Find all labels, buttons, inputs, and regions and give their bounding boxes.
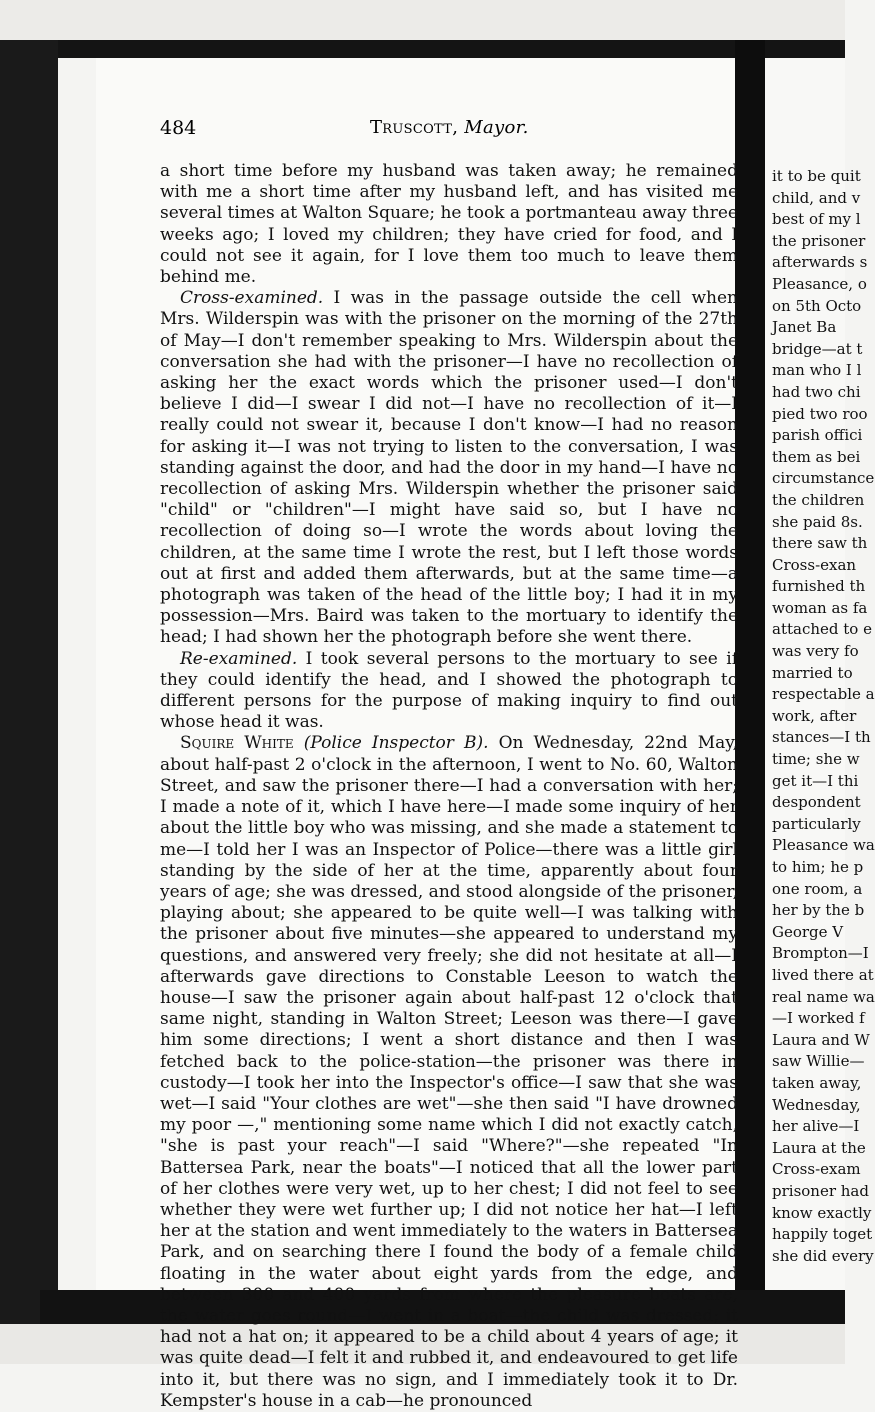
right-page-line: her by the b bbox=[772, 901, 865, 920]
right-page-line: Laura at the bbox=[772, 1138, 866, 1157]
section-label: Re-examined. bbox=[180, 648, 298, 669]
right-page-line: Cross-exam bbox=[772, 1160, 861, 1179]
witness-role: (Police Inspector B). bbox=[303, 733, 489, 754]
right-page-line: her alive—I bbox=[772, 1117, 860, 1136]
right-page-line: —I worked f bbox=[772, 1009, 865, 1028]
right-page-line: Laura and W bbox=[772, 1030, 870, 1049]
right-page-line: the children bbox=[772, 490, 865, 509]
right-page-line: on 5th Octo bbox=[772, 296, 862, 315]
page-header bbox=[160, 117, 720, 145]
right-page-line: was very fo bbox=[772, 642, 859, 661]
right-page-line: Pleasance, o bbox=[772, 274, 867, 293]
paragraph-cross-examined bbox=[160, 288, 738, 648]
top-scan-margin bbox=[0, 0, 845, 40]
paragraph-witness-testimony bbox=[160, 733, 738, 1412]
section-label: Cross-examined. bbox=[180, 288, 324, 309]
right-page-line: particularly bbox=[772, 814, 861, 833]
right-page-line: had two chi bbox=[772, 382, 861, 401]
right-page-line: best of my l bbox=[772, 210, 861, 229]
paragraph-text: On Wednesday, 22nd May, about half-past 2 o'clock in the afternoon, I went to No. 60, Walton Street, and saw the prisoner there—I had a conversation with her; I made a note of it, which I have here—I made some inquiry of her about the little boy who was missing, and she made a statement to me—I told her I was an Inspector of Police—there was a little girl standing by the side of her at the time, apparently about four years of age; she was dressed, and stood alongside of the prisoner, playing about; she appeared to be quite well—I was talking with the prisoner about five minutes—she appeared to understand my questions, and answered very freely; she did not hesitate at all—I afterwards gave directions to Constable Leeson to watch the house—I saw the prisoner again about half-past 12 o'clock that same night, standing in Walton Street; Leeson was there—I gave him some directions; I went a short distance and then I was fetched back to the police-station—the prisoner was there in custody—I took her into the Inspector's office—I saw that she was wet—I said "Your clothes are wet"—she then said "I have drowned my poor —," mentioning some name which I did not exactly catch, "she is past your reach"—I said "Where?"—she repeated "In Battersea Park, near the boats"—I noticed that all the lower part of her clothes were very wet, up to her chest; I did not feel to see whether they were wet further up; I did not notice her hat—I left her at the station and went immediately to the waters in Battersea Park, and on searching there I found the body of a female child floating in the water about eight yards from the edge, and between 300 and 400 yards from where the pleasure boats are, the water goes round—I went in a boat—the child was dressed; it had not a hat on; it appeared to be a child about 4 years of age; it was quite dead—I felt it and rubbed it, and endeavoured to get life into it, but there was no sign, and I immediately took it to Dr. Kempster's house in a cab—he pronounced bbox=[160, 733, 738, 1411]
book-edge-left bbox=[0, 40, 58, 1325]
right-page-line: George V bbox=[772, 922, 844, 941]
right-page-line: man who I l bbox=[772, 361, 862, 380]
running-head-title: Mayor. bbox=[464, 117, 529, 138]
right-page-line: afterwards s bbox=[772, 253, 868, 272]
right-page-line: bridge—at t bbox=[772, 339, 863, 358]
right-page-line: prisoner had bbox=[772, 1181, 869, 1200]
right-page-line: child, and v bbox=[772, 188, 861, 207]
right-page-line: time; she w bbox=[772, 750, 860, 769]
right-page-line: there saw th bbox=[772, 534, 868, 553]
right-page-line: despondent bbox=[772, 793, 861, 812]
right-page-line: real name wa bbox=[772, 987, 875, 1006]
running-head bbox=[370, 117, 529, 138]
right-page-line: get it—I thi bbox=[772, 771, 859, 790]
right-page-line: saw Willie— bbox=[772, 1052, 865, 1071]
right-page-line: know exactly bbox=[772, 1203, 872, 1222]
right-page-line: Janet Ba bbox=[772, 318, 837, 337]
right-page-line: one room, a bbox=[772, 879, 863, 898]
right-page-line: circumstance bbox=[772, 469, 875, 488]
right-page-line: Wednesday, bbox=[772, 1095, 861, 1114]
right-page-line: woman as fa bbox=[772, 598, 868, 617]
book-gutter bbox=[735, 40, 765, 1290]
paragraph-continuation: a short time before my husband was taken away; he remained with me a short time after my husband left, and has visited me several times at Walton Square; he took a portmanteau away three weeks ago; I loved my children; they have cried for food, and I could not see it again, for I love them too much to leave them behind me. bbox=[160, 161, 738, 288]
right-page-line: she paid 8s. bbox=[772, 512, 863, 531]
book-edge-top bbox=[58, 40, 845, 58]
right-page-line: it to be quit bbox=[772, 167, 861, 185]
paragraph-text: I was in the passage outside the cell when Mrs. Wilderspin was with the prisoner on the morning of the 27th of May—I don't remember speaking to Mrs. Wilderspin about the conversation she had with the prisoner—I have no recollection of asking her the exact words which the prisoner used—I don't believe I did—I swear I did not—I have no recollection of it—I really could not swear it, because I don't know—I had no reason for asking it—I was not trying to listen to the conversation, I was standing against the door, and had the door in my hand—I have no recollection of asking Mrs. Wilderspin whether the prisoner said "child" or "children"—I might have said so, but I have no recollection of doing so—I wrote the words about loving the children, at the same time I wrote the rest, but I left those words out at first and added them afterwards, but at the same time—a photograph was taken of the head of the little boy; I had it in my possession—Mrs. Baird was taken to the mortuary to identify the head; I had shown her the photograph before she went there. bbox=[160, 288, 738, 648]
right-page-line: happily toget bbox=[772, 1225, 873, 1244]
right-page-line: respectable a bbox=[772, 685, 875, 704]
page-number: 484 bbox=[160, 117, 197, 139]
right-page-line: furnished th bbox=[772, 577, 866, 596]
page-body bbox=[160, 161, 738, 1412]
paragraph-text: I took several persons to the mortuary to see if they could identify the head, and I showed the photograph to different persons for the purpose of making inquiry to find out whose head it was. bbox=[160, 648, 738, 733]
right-page-line: to him; he p bbox=[772, 858, 864, 876]
right-page-line: pied two roo bbox=[772, 404, 868, 423]
paragraph-re-examined bbox=[160, 649, 738, 734]
right-page-line: married to bbox=[772, 663, 853, 682]
right-page-line: Cross-exan bbox=[772, 555, 857, 574]
right-page-line: work, after bbox=[772, 706, 857, 725]
right-page-text bbox=[772, 166, 875, 1267]
right-page-line: lived there at bbox=[772, 965, 874, 984]
right-page-line: stances—I th bbox=[772, 728, 871, 747]
right-page-line: the prisoner bbox=[772, 231, 866, 250]
right-page-line: parish offici bbox=[772, 426, 863, 445]
witness-name: Squire White bbox=[180, 733, 294, 754]
right-page-line: taken away, bbox=[772, 1073, 862, 1092]
right-page-line: she did every bbox=[772, 1246, 874, 1265]
right-page-line: attached to e bbox=[772, 620, 872, 639]
right-page-line: Pleasance wa bbox=[772, 836, 875, 855]
running-head-name: Truscott, bbox=[370, 117, 459, 138]
right-page-line: them as bei bbox=[772, 447, 861, 466]
right-page-line: Brompton—I bbox=[772, 944, 869, 963]
